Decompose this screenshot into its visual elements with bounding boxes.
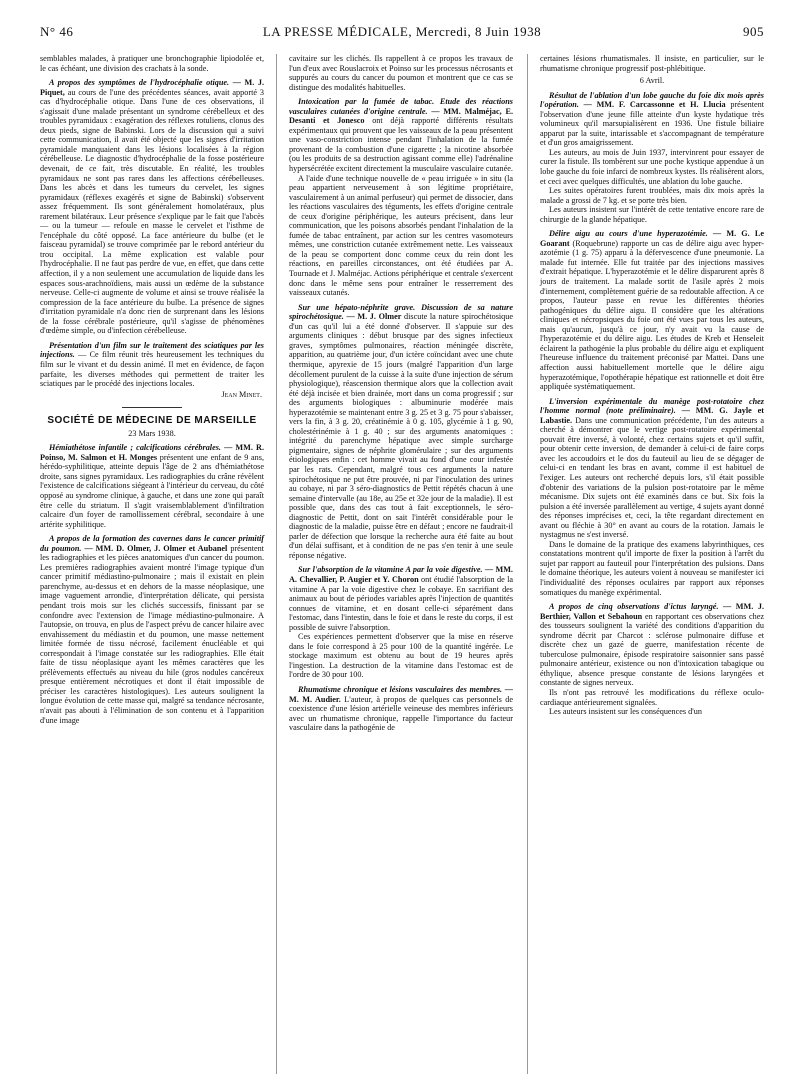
journal-title: LA PRESSE MÉDICALE, Mercredi, 8 Juin 1938 — [262, 24, 542, 39]
article-hepato-nephrite — [289, 303, 513, 561]
session-date: 6 Avril. — [639, 76, 665, 86]
article-title: Rhumatisme chronique et lésions vasculaires des membres. — [298, 685, 503, 694]
article-body: présentent les radiographies et les pièces anatomiques d'un cancer du poumon. Les premières radiographies avaient montré l'image typique d'un cancer primitif médiastino-pulmonaire ; mais il existait en plein parenchyme, au-dessus et en dehors de la masse néoplasique, une image vaguement arrondie, d'interprétation délicate, qui persista pendant trois mois sur les clichés successifs, finissant par se confondre avec l'extension de l'image médiastino-pulmonaire. A l'autopsie, on trouva, en plus de l'aspect prévu de cancer hilaire avec envahissement du médiastin et du poumon, une masse nettement limitée formée de tissu nécrosé, facilement énucléable et qui correspondait à l'image constatée sur les radiographies. Elle était faite de tissu néoplasique ayant les mêmes caractères que les prélèvements effectués au niveau du hile (gros nodules cancéreux presque entièrement nécrotiques et dont il était impossible de préciser les caractères histologiques). Les auteurs soulignent la longue évolution de cette masse qui, malgré sa tendance nécrosante, n'avait pas abouti à l'élimination de son contenu et à l'apparition d'une image — [40, 543, 264, 725]
issue-number: N° 46 — [40, 24, 74, 39]
article-author: — MM. D. Olmer, J. Olmer et Aubanel — [81, 543, 228, 553]
article-rhumatisme — [289, 685, 513, 733]
article-author: — M. J. Olmer — [343, 312, 402, 322]
article-body: ont étudié l'absorption de la vitamine A par la voie digestive chez le cobaye. En sacrifiant des animaux au bout de périodes variables après l'injection de quantités connues de vitamine, et en dosant celle-ci séparément dans l'estomac, dans l'intestin, dans le foie et dans le reste du corps, il est possible de suivre l'absorption. — [289, 574, 513, 632]
article-body: — Ce film réunit très heureusement les techniques du film sur le vivant et du dessin animé. Il met en évidence, de façon parfaite, les diverses méthodes qui permettent de traiter les sciatiques par le procédé des injections locales. — [40, 350, 264, 389]
paragraph: A l'aide d'une technique nouvelle de « peau irriguée » in situ (la peau appartient nerveusement à son légitime propriétaire, vasculairement à un animal perfuseur) qui permet de dissocier, dans les réactions vasculaires des téguments, les effets d'origine centrale de ceux d'origine périphérique, les auteurs précisent, dans leur communication, que les poisons absorbés pendant l'inhalation de la fumée de tabac entraînent, par action sur les centres vasomoteurs mêmes, une constriction cutanée extrêmement nette. Les vaisseaux de la peau se comportent donc comme ceux du rein dont les réactions, en pareilles circonstances, ont été étudiées par A. Tournade et J. Malméjac. Actions périphérique et centrale s'exercent donc dans le même sens pour entraîner le resserrement des vaisseaux cutanés. — [289, 173, 513, 298]
column-2 — [289, 54, 513, 733]
article-author: — M. G. Le Goarant — [540, 229, 764, 248]
article-title: Délire aigu au cours d'une hyperazotémie. — [549, 229, 708, 239]
paragraph: cavitaire sur les clichés. Ils rappellent à ce propos les travaux de l'un d'eux avec Rouslacroix et Poinso sur les processus nécrosants et suppurés au cours du cancer du poumon et montrent que ce cas se distingue des modalités habituelles. — [289, 54, 513, 92]
article-intoxication — [289, 97, 513, 173]
article-ictus — [540, 602, 764, 688]
article-author: — MM. A. Chevallier, P. Augier et Y. Choron — [289, 565, 513, 584]
article-body: Dans une communication précédente, l'un des auteurs a cherché à démontrer que le vertige post-rotatoire expérimental pouvait être inversé, à volonté, chez certains sujets et qu'il suffit, pour obtenir cette inversion, de demander à celui-ci de faire corps avec les accoudoirs et le dos du fauteuil au lieu de se dégager de celui-ci en tendant les bras en avant, comme il est habituel de l'exiger. Les auteurs ont recherché depuis lors, s'il était possible d'obtenir des variations de la pulsion post-rotatoire par le même mécanisme. Dix sujets ont été examinés dans ce but. Six fois la pulsion a été inversée parallèlement au vertige, 4 sujets ayant donné des réponses imprécises et, ceci, la tête regardant directement en avant ou fléchie à 30° en avant au cours de la rotation. Jamais le nystagmus ne s'est inversé. — [540, 415, 764, 540]
article-author: — MM. F. Carcassonne et H. Llucia — [578, 100, 726, 110]
page-header — [40, 24, 764, 42]
section-divider — [122, 407, 182, 408]
article-title: Sur l'absorption de la vitamine A par la voie digestive. — [298, 565, 483, 575]
article-cavernes — [40, 534, 264, 725]
paragraph: Ils n'ont pas retrouvé les modifications du réflexe oculo-cardiaque antérieurement signalées. — [540, 688, 764, 707]
article-hydrocephalie — [40, 78, 264, 336]
paragraph: certaines lésions rhumatismales. Il insiste, en particulier, sur le rhumatisme chronique progressif post-phlébitique. — [540, 54, 764, 73]
article-body: présentent l'observation d'une jeune fille atteinte d'un kyste hydatique très volumineux qu'il marsupialisèrent en 1936. Une fistule biliaire apparut par la suite, intarissable et s'accompagnant de température et d'un gros amaigrissement. — [540, 100, 764, 148]
article-author: — M. M. Audier. — [289, 685, 513, 704]
article-body: discute la nature spirochétosique d'un cas qu'il lui a été donné d'observer. Il s'appuie sur des arguments cliniques : début brusque par des signes infectieux graves, symptômes pulmonaires, réaction méningée discrète, apparition, au quatrième jour, d'un ictère coïncidant avec une chute thermique, apyrexie de 15 jours (malgré l'apparition d'un large décollement purulent de la cuisse à la suite d'une injection de sérum physiologique), réascension thermique alors que la collection avait été déjà incisée et bien drainée, mort dans un coma progressif ; sur des arguments biologiques : albuminurie modérée mais hyperazotémie se maintenant entre 3 g. 25 et 3 g. 75 pour s'abaisser, vers la fin, à 3 g. 20, créatinémie à 0 g. 105, glycémie à 1 g. 90, cholestérinémie à 1 g. 40 ; sur des arguments anatomiques : intégrité du parenchyme hépatique avec simple surcharge pigmentaire, signes de néphrite glomérulaire ; sur des arguments étiologiques enfin : cet homme vivait au fond d'une cour infestée par les rats. Cependant, malgré tous ces arguments la nature spirochétosique ne put être prouvée, ni par l'inoculation des urines au cobaye, ni par 3 séro-diagnostics de Pettit répétés chacun à une semaine d'intervalle (au 18e, au 25e et 32e jour de la maladie). Il est possible que, dans des cas tout à fait exceptionnels, le séro-diagnostic de Pettit, dont on sait l'intérêt considérable pour le diagnostic de la maladie, puisse être en défaut ; encore ne faudrait-il parler de défection que lorsque la recherche aura été faite au bout d'un délai suffisant, et à condition de ne pas s'en tenir à une seule réponse négative. — [289, 312, 513, 560]
article-author: — MM. G. Jayle et Labastie. — [540, 406, 764, 425]
article-inversion — [540, 397, 764, 540]
article-title: Sur une hépato-néphrite grave. Discussion de sa nature spirochétosique. — [289, 302, 513, 322]
paragraph: Les auteurs insistent sur les conséquences d'un — [549, 707, 702, 717]
article-vitamine — [289, 565, 513, 632]
article-title: A propos de la formation des cavernes dans le cancer primitif du poumon. — [40, 534, 264, 553]
article-author: — MM. J. Berthier, Vallon et Sebahoun — [540, 602, 764, 621]
article-title: L'inversion expérimentale du manège post-rotatoire chez l'homme normal (note préliminaire). — [540, 396, 764, 416]
article-author: — MM. R. Poinso, M. Salmon et H. Monges — [40, 443, 265, 462]
article-lobe-foie — [540, 91, 764, 148]
article-title: Résultat de l'ablation d'un lobe gauche du foie dix mois après l'opération. — [540, 90, 764, 110]
page-number: 905 — [743, 24, 764, 39]
article-body: ont déjà rapporté différents résultats expérimentaux qui prouvent que les vaisseaux de la peau présentent une vaso-constriction intense pendant l'inhalation de la fumée provenant de la combustion d'une cigarette ; la nicotine absorbée (ou les produits de sa destruction agissant comme elle) l'adrénaline hypersécrétée excitent directement la musculaire vasculaire cutanée. — [289, 116, 513, 174]
paragraph: Les auteurs, au mois de Juin 1937, intervinrent pour essayer de curer la fistule. Ils tombèrent sur une poche kystique appendue à un lobe gauche du foie infarci de nombreux kystes. Ils réalisèrent alors, et ceci avec quelques difficultés, une ablation du lobe gauche. — [540, 147, 764, 186]
article-title: A propos des symptômes de l'hydrocéphalie otique. — [49, 78, 230, 88]
signature: Jean Minet. — [221, 389, 262, 399]
article-title: A propos de cinq observations d'ictus laryngé. — [549, 602, 719, 612]
column-3 — [540, 54, 764, 717]
column-divider — [276, 54, 277, 1074]
article-body: L'auteur, à propos de quelques cas personnels de coexistence d'une lésion artérielle veineuse des membres inférieurs avec un rhumatisme chronique, rappelle l'importance du facteur vasculaire dans la pathogénie de — [289, 694, 513, 733]
article-body: au cours de l'une des précédentes séances, avait apporté 3 cas d'hydrocéphalie otique. Dans l'une de ces observations, il s'agissait d'une malade présentant un syndrome cérébelleux et des troubles pyramidaux : exagération des réflexes rotuliens, clonus des deux pieds, signe de Babinski. Lors de la discussion qui a suivi cette communication, il avait été objecté que les signes d'irritation pyramidale manquaient dans les lésions localisées à la région cérébelleuse. Le diagnostic d'hydrocéphalie de la fosse postérieure devenait, de ce fait, très discutable. En réalité, les troubles pyramidaux ne sont pas rares dans les affections cérébelleuses. Dans les abcès et dans les tumeurs du cervelet, les signes pyramidaux (réflexes exagérés et signe de Babinski) s'observent assez fréquemment. Ils sont généralement homolatéraux, plus rarement bilatéraux. Leur présence s'explique par le fait que l'abcès — ou la tumeur — refoule en masse le cervelet et l'isthme de l'encéphale du côté opposé. La face antérieure du bulbe (et le faisceau pyramidal) se trouve comprimée par le rebord antérieur du trou occipital. La même explication est valable pour l'hydrocéphalie. Il ne faut pas perdre de vue, en effet, que dans cette affection, il y a non seulement une accumulation de liquide dans les espaces sous-arachnoïdiens, mais aussi un œdème de la substance nerveuse. Celle-ci augmente de volume et ainsi se trouve réalisée la compression de la face antérieure du bulbe. La présence de signes d'irritation pyramidale n'a donc rien de surprenant dans les lésions de la fosse cérébrale postérieure, qu'il s'agisse de phénomènes d'œdème simple, ou d'infection cérébelleuse. — [40, 87, 264, 336]
article-delire-aigu — [540, 229, 764, 391]
paragraph: Dans le domaine de la pratique des examens labyrinthiques, ces constatations montrent qu'il importe de fixer la position à l'arrêt du sujet par rapport au fauteuil pour l'interprétation des pulsions. Dans le domaine théorique, les auteurs voient à nouveau se manifester ici l'individualité des réponses oculaires par rapport aux réponses somatiques du manège expérimental. — [540, 539, 764, 597]
column-divider — [527, 54, 528, 1074]
article-author: — MM. Malméjac, E. Desanti et Jonesco — [289, 106, 513, 126]
article-body: en rapportant ces observations chez des tousseurs soulignent la variété des conditions d'apparition du syndrome décrit par Charcot : sclérose pulmonaire diffuse et discrète chez un gazé de guerre, manifestation récente de tuberculose pulmonaire, épisode respiratoire saisonnier sans passé pulmonaire antérieur, existence ou non d'intoxication tabagique ou éthylique, absence presque constante de lésions laryngées et constante de signes nerveux. — [540, 611, 764, 688]
paragraph: Ces expériences permettent d'observer que la mise en réserve dans le foie correspond à 25 pour 100 de la quantité ingérée. Le stockage maximum est obtenu au bout de 19 heures après l'ingestion. La destruction de la vitamine dans l'estomac est de l'ordre de 30 pour 100. — [289, 632, 513, 680]
article-title: Intoxication par la fumée de tabac. Etude des réactions vasculaires cutanées d'origine centrale. — [289, 97, 513, 116]
column-1 — [40, 54, 264, 725]
paragraph: Les suites opératoires furent troublées, mais dix mois après la malade a grossi de 7 kg. et se porte très bien. — [540, 186, 764, 205]
article-body: présentent une enfant de 9 ans, hérédo-syphilitique, atteinte depuis l'âge de 2 ans d'hémiathétose droite, sans signes pyramidaux. Les radiographies du crâne révèlent l'existence de calcifications siégeant à l'intérieur du cerveau, du côté opposé au syndrome clinique, à gauche, et dans une zone qui paraît être celle du striatum. Il s'agit vraisemblablement d'infiltration calcaire d'un foyer de ramollissement cérébral, secondaire à une artérite syphilitique. — [40, 452, 264, 529]
article-body: (Roquebrune) rapporte un cas de délire aigu avec hyper-azotémie (1 g. 75) apparu à la défervescence d'une pneumonie. La malade fut internée. Elle fut traitée par des injections massives d'extrait hépatique. L'hyperazotémie et le délire disparurent après 8 jours de traitement. La malade sortit de l'asile après 2 mois d'internement, complètement guérie de sa redoutable affection. A ce propos, l'auteur passe en revue les différentes théories pathogéniques du délire aigu. Il considère que les altérations cliniques et nécropsiques du foie ont été vues par tous les auteurs, mais qu'aucun, jusqu'à ce jour, n'y avait vu la cause de l'hyperazotémie et du délire aigu. Les études de Kreb et Henseleit éclairent la pathogénie la plus probable du délire aigu et expliquent l'heureuse influence du traitement préconisé par Mattei. Dans une affection aussi habituellement mortelle que le délire aigu hyperazotémique, l'opothérapie hépatique est rationnelle et doit être appliquée systématiquement. — [540, 238, 764, 392]
article-title: Hémiathétose infantile ; calcifications cérébrales. — [49, 443, 221, 453]
session-date: 23 Mars 1938. — [128, 428, 176, 438]
article-title: Présentation d'un film sur le traitement des sciatiques par les injections. — [40, 340, 264, 360]
paragraph: semblables malades, à pratiquer une bronchographie lipiodolée et, le cas échéant, une division des crachats à la sonde. — [40, 54, 264, 73]
article-film — [40, 341, 264, 389]
article-author: — M. J. Piquet, — [40, 78, 265, 97]
paragraph: Les auteurs insistent sur l'intérêt de cette tentative encore rare de chirurgie de la glande hépatique. — [540, 205, 764, 224]
article-hemiathetose — [40, 443, 264, 529]
society-heading: SOCIÉTÉ DE MÉDECINE DE MARSEILLE — [47, 415, 257, 427]
